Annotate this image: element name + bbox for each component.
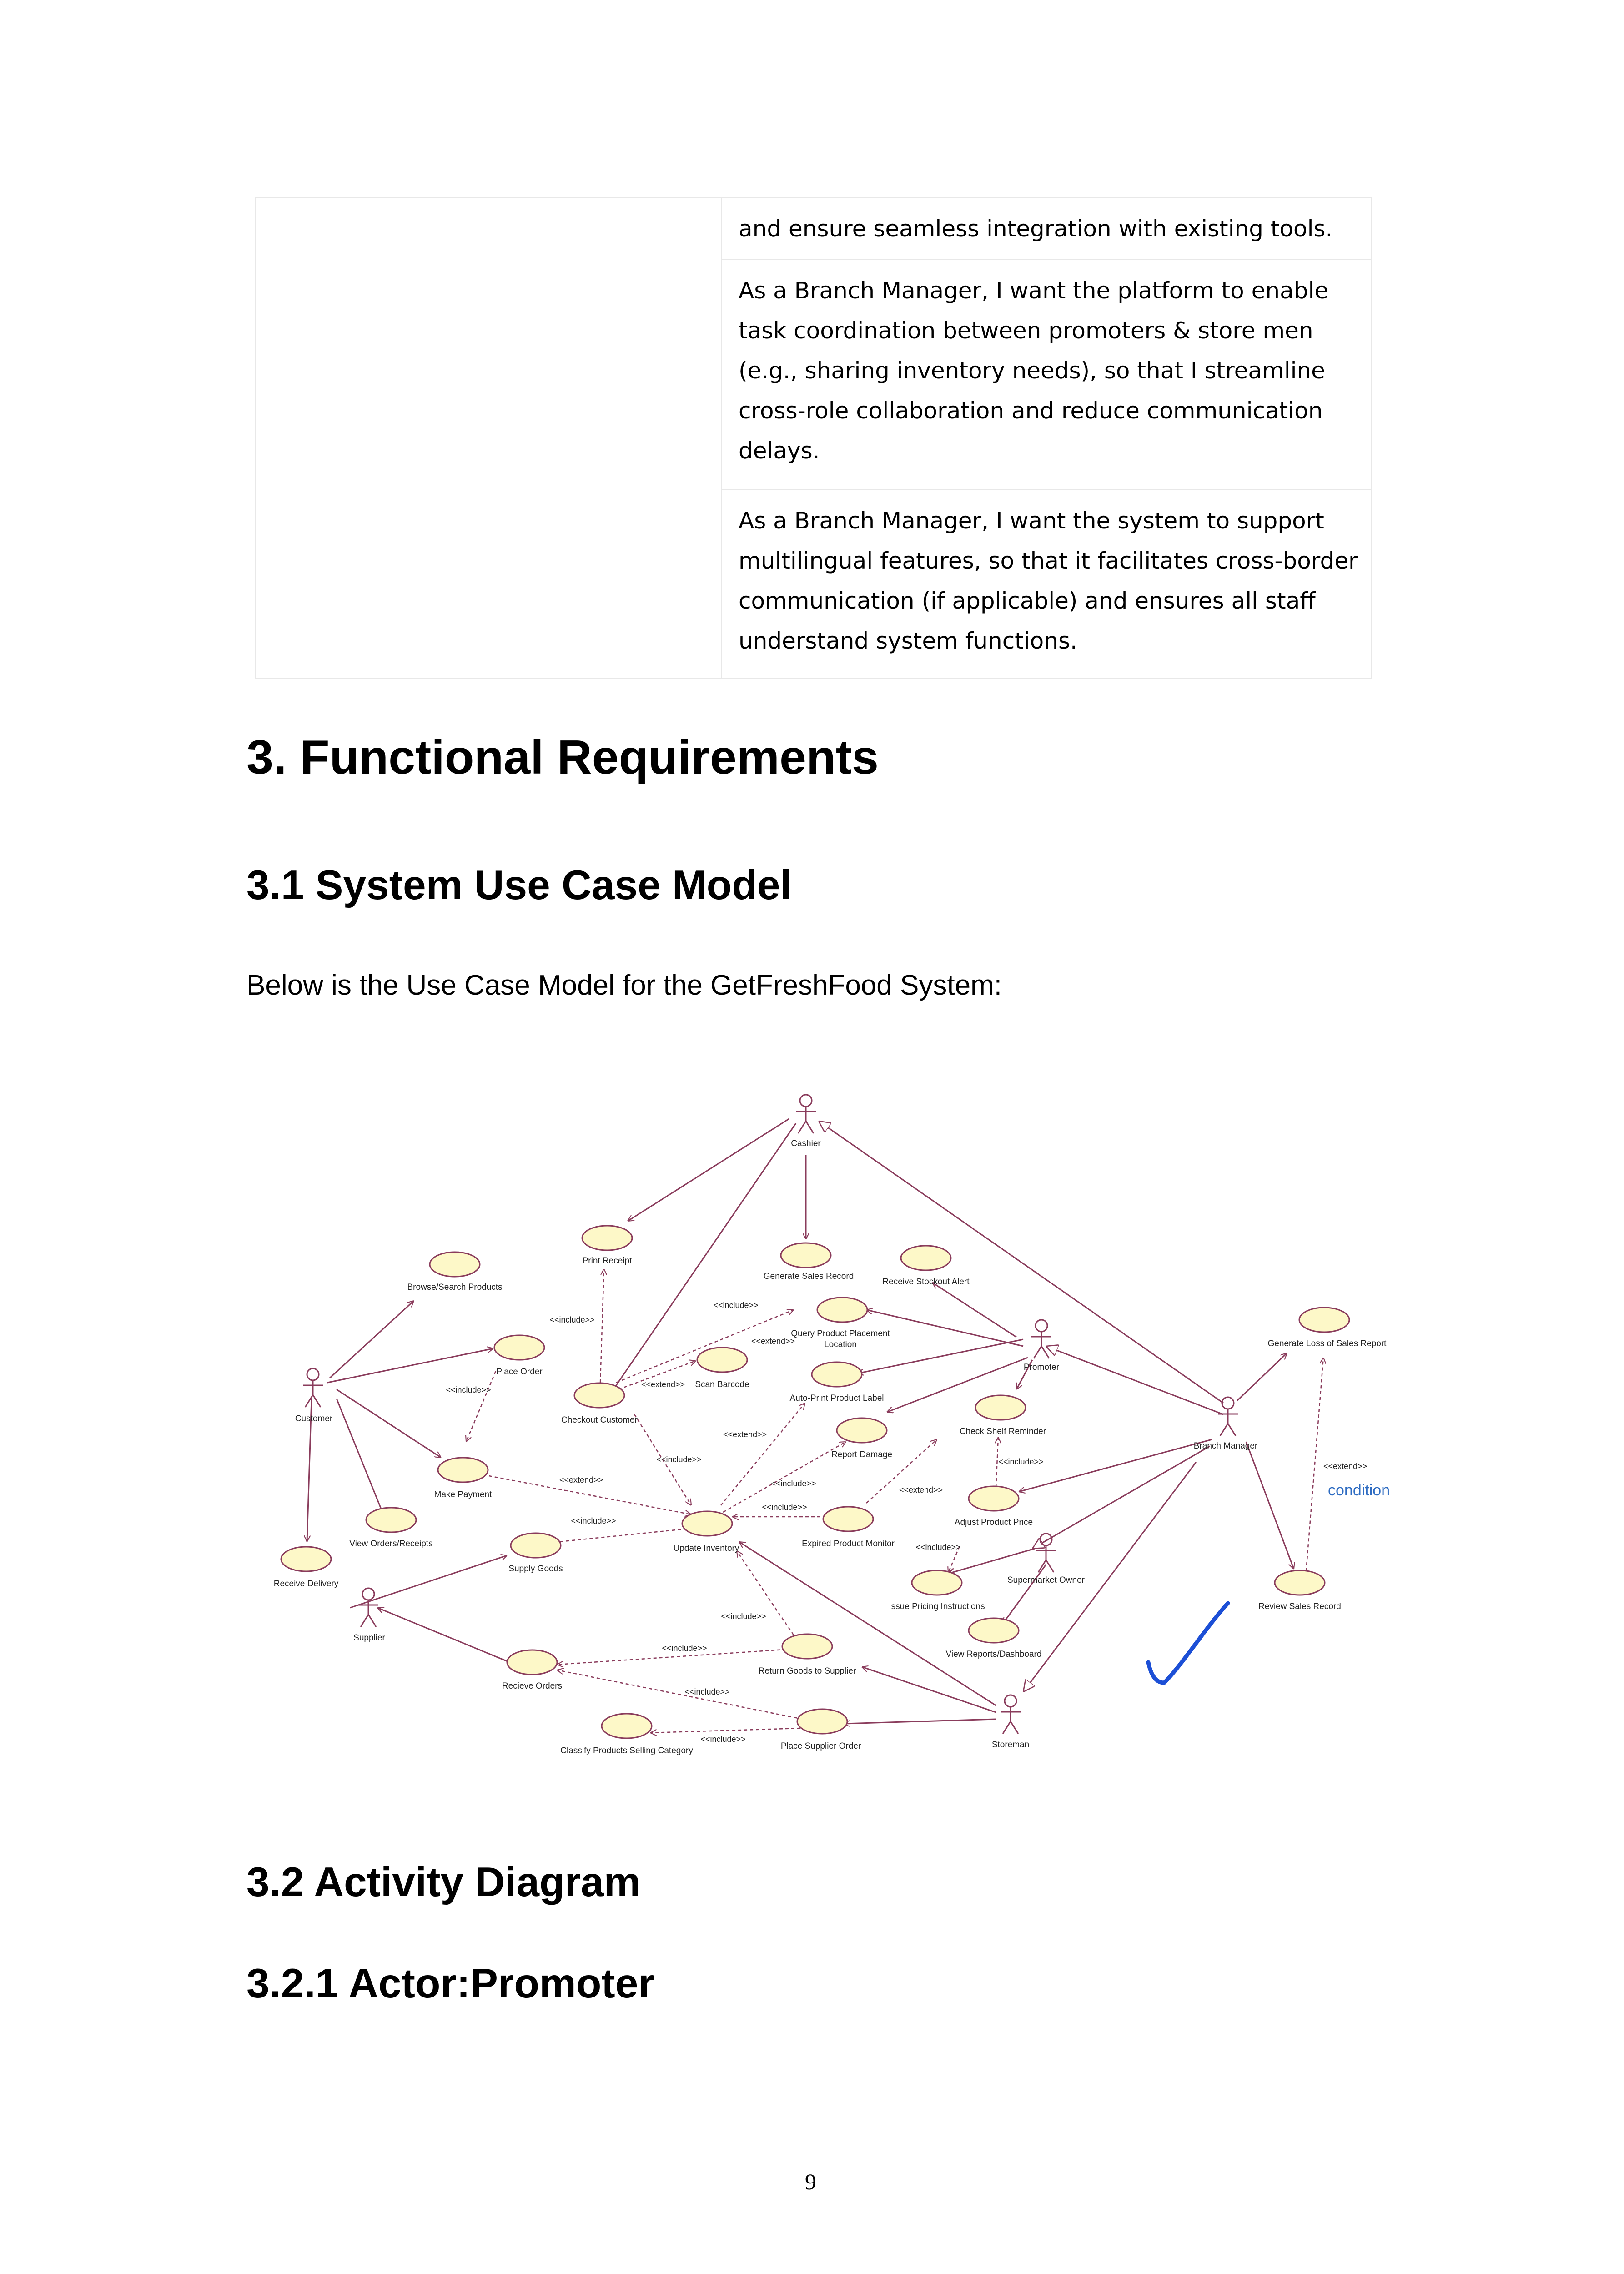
use-case-labels <box>274 1256 1387 1756</box>
include-label: <<include>> <box>571 1516 616 1525</box>
extend-label: <<extend>> <box>723 1430 767 1439</box>
return-goods-label: Return Goods to Supplier <box>758 1666 856 1676</box>
place-order-label: Place Order <box>496 1367 543 1377</box>
extend-label: <<extend>> <box>559 1475 603 1484</box>
view-orders-usecase <box>366 1508 416 1532</box>
stereotype-labels <box>446 1301 1367 1744</box>
page-number: 9 <box>805 2169 816 2194</box>
promoter-label: Promoter <box>1023 1363 1060 1372</box>
extend-label: <<extend>> <box>899 1485 943 1494</box>
table-cell-line: task coordination between promoters & store men <box>739 317 1313 344</box>
browse-search-label: Browse/Search Products <box>407 1283 503 1292</box>
associations <box>307 1119 1294 1724</box>
issue-pricing-usecase <box>912 1570 962 1595</box>
extend-label: <<extend>> <box>1323 1462 1368 1471</box>
adjust-price-usecase <box>969 1486 1019 1511</box>
supply-goods-label: Supply Goods <box>508 1564 563 1574</box>
update-inventory-label: Update Inventory <box>673 1544 739 1553</box>
check-mark-icon <box>1148 1603 1228 1683</box>
expired-monitor-usecase <box>823 1507 873 1531</box>
storeman-actor-icon <box>1001 1695 1021 1734</box>
supplier-actor-icon <box>358 1588 378 1627</box>
place-supplier-order-label: Place Supplier Order <box>780 1741 861 1751</box>
receive-stockout-label: Receive Stockout Alert <box>882 1277 970 1287</box>
generate-sales-usecase <box>781 1243 831 1268</box>
intro-text: Below is the Use Case Model for the GetFreshFood System: <box>246 970 1002 1001</box>
auto-print-usecase <box>812 1362 862 1387</box>
table-cell-line: (e.g., sharing inventory needs), so that I streamline <box>739 357 1325 384</box>
generate-loss-label: Generate Loss of Sales Report <box>1267 1339 1387 1348</box>
include-label: <<include>> <box>762 1503 807 1512</box>
extend-label: <<extend>> <box>641 1380 685 1389</box>
query-location-label-2: Location <box>824 1340 857 1349</box>
adjust-price-label: Adjust Product Price <box>954 1518 1033 1527</box>
view-orders-label: View Orders/Receipts <box>349 1539 433 1549</box>
receive-delivery-usecase <box>281 1547 331 1571</box>
include-label: <<include>> <box>771 1479 816 1488</box>
table-cell-line: cross-role collaboration and reduce communication <box>739 397 1323 424</box>
return-goods-usecase <box>782 1634 832 1659</box>
report-damage-usecase <box>837 1418 887 1443</box>
browse-search-usecase <box>430 1252 480 1277</box>
actor-labels <box>295 1139 1258 1750</box>
generate-sales-label: Generate Sales Record <box>763 1272 854 1281</box>
review-sales-usecase <box>1275 1570 1325 1595</box>
place-order-usecase <box>494 1335 544 1360</box>
place-supplier-order-usecase <box>797 1709 847 1734</box>
include-label: <<include>> <box>549 1315 595 1324</box>
checkout-label: Checkout Customer <box>561 1415 638 1425</box>
receive-delivery-label: Receive Delivery <box>273 1579 339 1589</box>
query-location-usecase <box>817 1298 867 1322</box>
table-cell-line: delays. <box>739 438 820 464</box>
table-cell-line: As a Branch Manager, I want the platform to enable <box>739 277 1329 304</box>
recieve-orders-usecase <box>507 1650 557 1675</box>
condition-annotation: condition <box>1328 1482 1390 1499</box>
supermarket-owner-actor-icon <box>1036 1534 1056 1572</box>
generate-loss-usecase <box>1299 1308 1349 1332</box>
branch-manager-actor-icon <box>1218 1397 1238 1436</box>
include-label: <<include>> <box>700 1735 746 1744</box>
include-label: <<include>> <box>684 1687 730 1696</box>
table-cell-line: and ensure seamless integration with existing tools. <box>739 216 1333 242</box>
subsubsection-heading: 3.2.1 Actor:Promoter <box>246 1961 654 2007</box>
receive-stockout-usecase <box>901 1246 951 1270</box>
make-payment-label: Make Payment <box>434 1490 492 1499</box>
table-cell-line: multilingual features, so that it facilitates cross-border <box>739 548 1358 574</box>
extend-label: <<extend>> <box>751 1337 795 1346</box>
actor-figures <box>303 1095 1238 1734</box>
subsection-heading: 3.2 Activity Diagram <box>246 1859 641 1905</box>
supply-goods-usecase <box>511 1533 561 1558</box>
issue-pricing-label: Issue Pricing Instructions <box>889 1602 985 1611</box>
print-receipt-label: Print Receipt <box>582 1256 632 1266</box>
report-damage-label: Report Damage <box>831 1450 893 1459</box>
supermarket-owner-label: Supermarket Owner <box>1007 1575 1085 1585</box>
view-reports-usecase <box>969 1618 1019 1643</box>
check-shelf-usecase <box>975 1395 1026 1420</box>
checkout-usecase <box>574 1383 624 1408</box>
view-reports-label: View Reports/Dashboard <box>945 1650 1042 1659</box>
recieve-orders-label: Recieve Orders <box>502 1681 562 1691</box>
print-receipt-usecase <box>582 1226 632 1250</box>
cashier-actor-icon <box>796 1095 816 1133</box>
table-cell-line: communication (if applicable) and ensures all staff <box>739 588 1316 614</box>
branch-manager-label: Branch Manager <box>1193 1441 1258 1451</box>
table-cell-line: understand system functions. <box>739 628 1077 654</box>
classify-products-usecase <box>602 1714 652 1738</box>
customer-label: Customer <box>295 1414 333 1424</box>
check-shelf-label: Check Shelf Reminder <box>959 1427 1046 1436</box>
scan-barcode-label: Scan Barcode <box>695 1380 749 1389</box>
supplier-label: Supplier <box>353 1633 385 1643</box>
storeman-label: Storeman <box>991 1740 1030 1750</box>
include-label: <<include>> <box>915 1543 961 1552</box>
expired-monitor-label: Expired Product Monitor <box>802 1539 895 1549</box>
review-sales-label: Review Sales Record <box>1258 1602 1341 1611</box>
query-location-label: Query Product Placement <box>791 1329 890 1338</box>
make-payment-usecase <box>438 1458 488 1482</box>
dependencies <box>466 1269 1323 1733</box>
include-label: <<include>> <box>721 1612 766 1621</box>
include-label: <<include>> <box>998 1457 1044 1466</box>
include-label: <<include>> <box>446 1385 491 1394</box>
cashier-label: Cashier <box>791 1139 821 1148</box>
include-label: <<include>> <box>713 1301 759 1310</box>
table-cell-line: As a Branch Manager, I want the system to support <box>739 508 1324 534</box>
auto-print-label: Auto-Print Product Label <box>789 1394 884 1403</box>
classify-products-label: Classify Products Selling Category <box>560 1746 693 1756</box>
subsection-heading: 3.1 System Use Case Model <box>246 862 792 908</box>
scan-barcode-usecase <box>697 1348 747 1372</box>
include-label: <<include>> <box>656 1455 702 1464</box>
update-inventory-usecase <box>682 1511 732 1536</box>
promoter-actor-icon <box>1031 1320 1051 1358</box>
section-heading: 3. Functional Requirements <box>246 730 879 784</box>
customer-actor-icon <box>303 1368 323 1407</box>
include-label: <<include>> <box>662 1644 707 1653</box>
